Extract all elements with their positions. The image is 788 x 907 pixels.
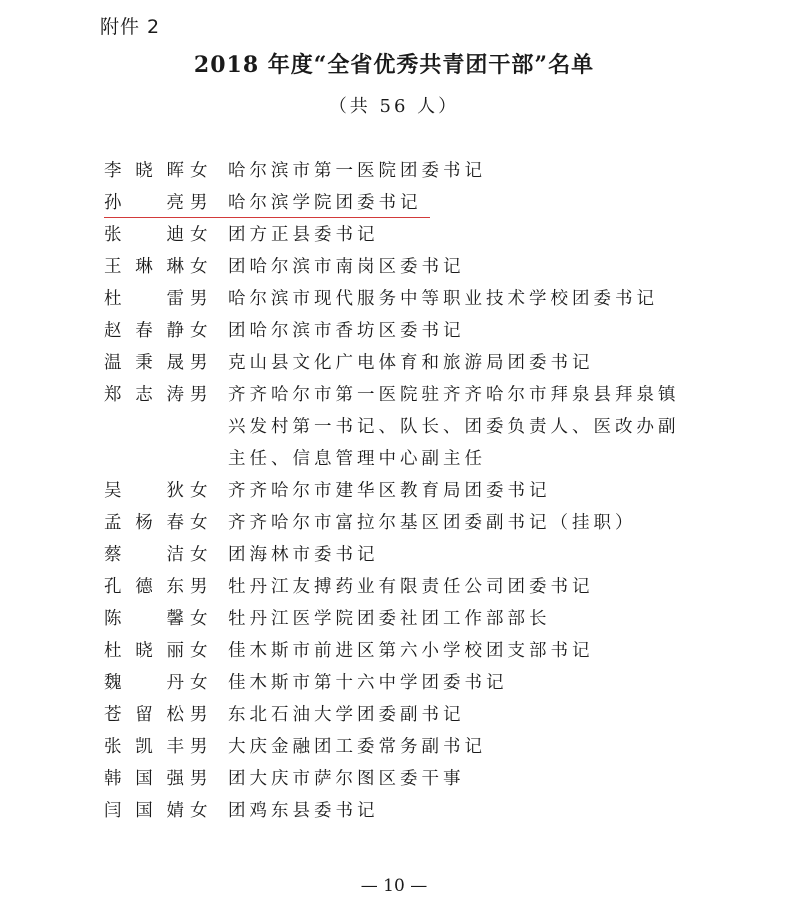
honoree-position: 团方正县委书记 [228, 225, 379, 245]
honoree-position: 佳木斯市第十六中学团委书记 [228, 673, 508, 693]
honoree-position: 牡丹江医学院团委社团工作部部长 [228, 609, 551, 629]
honoree-name: 孙 亮 [104, 193, 184, 213]
honoree-position: 齐齐哈尔市富拉尔基区团委副书记（挂职） [228, 513, 637, 533]
honoree-name: 李 晓 晖 [104, 161, 184, 181]
honoree-gender: 女 [190, 481, 208, 501]
list-item [104, 539, 744, 571]
honoree-position: 东北石油大学团委副书记 [228, 705, 465, 725]
list-item [104, 635, 744, 667]
honoree-position: 团哈尔滨市南岗区委书记 [228, 257, 465, 277]
list-item [104, 315, 744, 347]
honoree-name: 赵 春 静 [104, 321, 184, 341]
page-number: — 10 — [360, 876, 428, 896]
list-item [104, 603, 744, 635]
honoree-list [104, 155, 744, 827]
honoree-position: 哈尔滨市现代服务中等职业技术学校团委书记 [228, 289, 658, 309]
list-item [104, 347, 744, 379]
honoree-gender: 男 [190, 193, 208, 213]
honoree-name: 孟 杨 春 [104, 513, 184, 533]
honoree-gender: 女 [190, 161, 208, 181]
list-item [104, 731, 744, 763]
attachment-label: 附件 2 [100, 16, 161, 38]
list-item [104, 507, 744, 539]
honoree-gender: 男 [190, 385, 208, 405]
honoree-gender: 女 [190, 513, 208, 533]
honoree-gender: 男 [190, 289, 208, 309]
list-item [104, 155, 744, 187]
list-item [104, 283, 744, 315]
honoree-name: 闫 国 婧 [104, 801, 184, 821]
honoree-gender: 男 [190, 705, 208, 725]
honoree-name: 张 迪 [104, 225, 184, 245]
list-item [104, 763, 744, 795]
document-title: 2018 年度“全省优秀共青团干部”名单 [193, 52, 595, 78]
honoree-position: 佳木斯市前进区第六小学校团支部书记 [228, 641, 594, 661]
honoree-name: 温 秉 晟 [104, 353, 184, 373]
honoree-position: 团哈尔滨市香坊区委书记 [228, 321, 465, 341]
honoree-gender: 女 [190, 257, 208, 277]
red-underline-mark [104, 217, 430, 218]
honoree-name: 孔 德 东 [104, 577, 184, 597]
honoree-name: 苍 留 松 [104, 705, 184, 725]
list-item [104, 219, 744, 251]
honoree-gender: 男 [190, 769, 208, 789]
list-item [104, 667, 744, 699]
honoree-position: 哈尔滨市第一医院团委书记 [228, 161, 486, 181]
honoree-gender: 女 [190, 545, 208, 565]
honoree-name: 杜 晓 丽 [104, 641, 184, 661]
honoree-gender: 男 [190, 737, 208, 757]
honoree-position: 牡丹江友搏药业有限责任公司团委书记 [228, 577, 594, 597]
honoree-position: 齐齐哈尔市建华区教育局团委书记 [228, 481, 551, 501]
honoree-gender: 女 [190, 321, 208, 341]
list-item [104, 571, 744, 603]
honoree-position: 克山县文化广电体育和旅游局团委书记 [228, 353, 594, 373]
honoree-name: 魏 丹 [104, 673, 184, 693]
list-item [104, 699, 744, 731]
list-item [104, 475, 744, 507]
honoree-name: 杜 雷 [104, 289, 184, 309]
honoree-name: 王 琳 琳 [104, 257, 184, 277]
honoree-gender: 女 [190, 801, 208, 821]
honoree-name: 吴 狄 [104, 481, 184, 501]
honoree-position: 团大庆市萨尔图区委干事 [228, 769, 465, 789]
honoree-gender: 男 [190, 577, 208, 597]
list-item [104, 251, 744, 283]
list-item [104, 795, 744, 827]
honoree-position: 团海林市委书记 [228, 545, 379, 565]
honoree-position: 哈尔滨学院团委书记 [228, 193, 422, 213]
honoree-name: 郑 志 涛 [104, 385, 184, 405]
honoree-gender: 女 [190, 225, 208, 245]
honoree-name: 蔡 洁 [104, 545, 184, 565]
list-item [104, 187, 744, 219]
list-item [104, 379, 744, 475]
honoree-position: 齐齐哈尔市第一医院驻齐齐哈尔市拜泉县拜泉镇兴发村第一书记、队长、团委负责人、医改办副主任、信息管理中心副主任 [228, 385, 680, 469]
honoree-gender: 男 [190, 353, 208, 373]
honoree-position: 大庆金融团工委常务副书记 [228, 737, 486, 757]
honoree-gender: 女 [190, 641, 208, 661]
document-subtitle: （共 56 人） [328, 96, 460, 117]
honoree-name: 韩 国 强 [104, 769, 184, 789]
honoree-name: 张 凯 丰 [104, 737, 184, 757]
honoree-gender: 女 [190, 673, 208, 693]
honoree-gender: 女 [190, 609, 208, 629]
honoree-name: 陈 馨 [104, 609, 184, 629]
honoree-position: 团鸡东县委书记 [228, 801, 379, 821]
